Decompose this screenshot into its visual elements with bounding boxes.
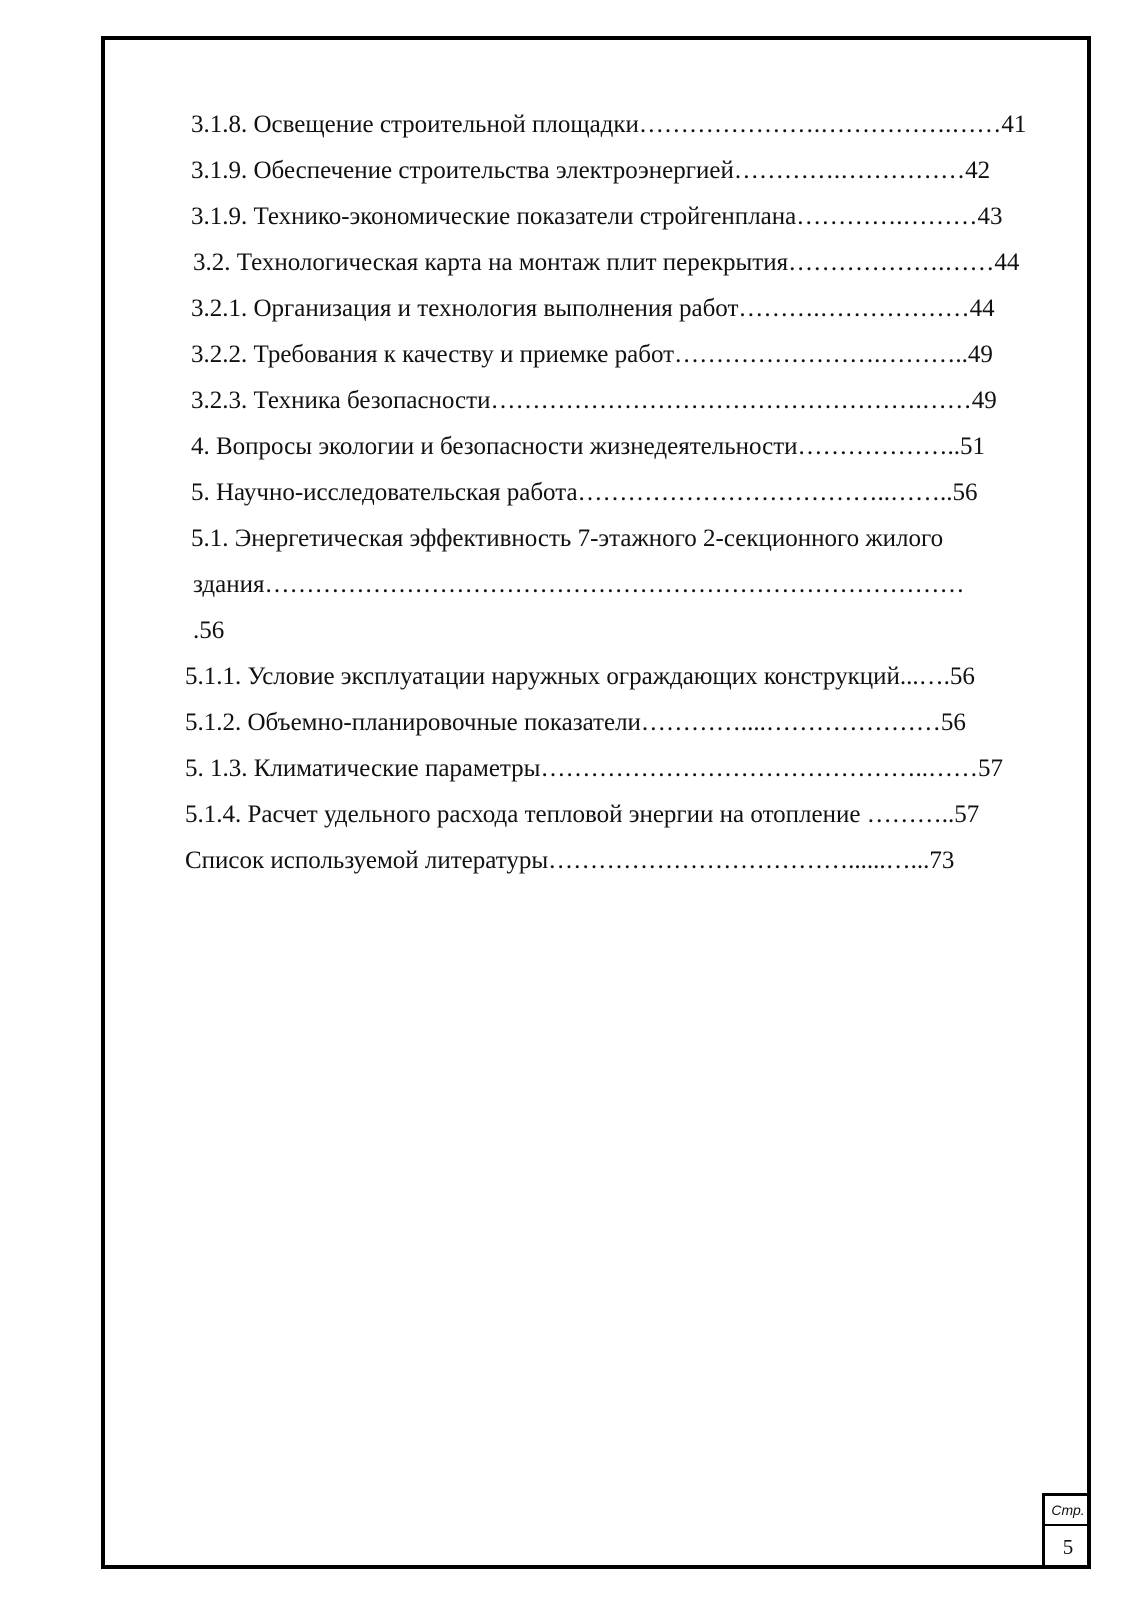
toc-entry: 3.2. Технологическая карта на монтаж плит перекрытия……………….……44 bbox=[193, 249, 1020, 276]
toc-entry: Список используемой литературы………………………………......…...73 bbox=[185, 847, 955, 874]
page-number-stamp bbox=[1042, 1493, 1091, 1569]
toc-entry: 3.1.9. Обеспечение строительства электроэнергией………….……………42 bbox=[191, 157, 991, 184]
page-number: 5 bbox=[1062, 1535, 1074, 1559]
toc-entry: 3.2.3. Техника безопасности…………………………………………….……49 bbox=[191, 387, 997, 414]
toc-entry: 3.1.8. Освещение строительной площадки………………….…………….……41 bbox=[191, 111, 1027, 138]
toc-entry: здания………………………………………………………………………… bbox=[193, 571, 965, 598]
toc-entry: 3.2.2. Требования к качеству и приемке работ…………………….………..49 bbox=[191, 341, 993, 368]
toc-entry: 5.1. Энергетическая эффективность 7-этажного 2-секционного жилого bbox=[191, 525, 944, 552]
toc-entry: 5.1.4. Расчет удельного расхода тепловой энергии на отопление ………..57 bbox=[185, 801, 980, 828]
toc-entry: 3.1.9. Технико-экономические показатели стройгенплана………….………43 bbox=[191, 203, 1003, 230]
page-label: Стр. bbox=[1045, 1496, 1091, 1526]
toc-entry: 5.1.2. Объемно-планировочные показатели…………....…………………56 bbox=[185, 709, 966, 736]
toc-entry: 3.2.1. Организация и технология выполнения работ……….………………44 bbox=[191, 295, 995, 322]
toc-entry: .56 bbox=[193, 617, 225, 644]
toc-entry: 5.1.1. Условие эксплуатации наружных ограждающих конструкций...….56 bbox=[185, 663, 975, 690]
toc-entry: 5. Научно-исследовательская работа………………………………..……..56 bbox=[191, 479, 978, 506]
toc-entry: 5. 1.3. Климатические параметры………………………………………..……57 bbox=[185, 755, 1003, 782]
toc-entry: 4. Вопросы экологии и безопасности жизнедеятельности………………..51 bbox=[191, 433, 985, 460]
